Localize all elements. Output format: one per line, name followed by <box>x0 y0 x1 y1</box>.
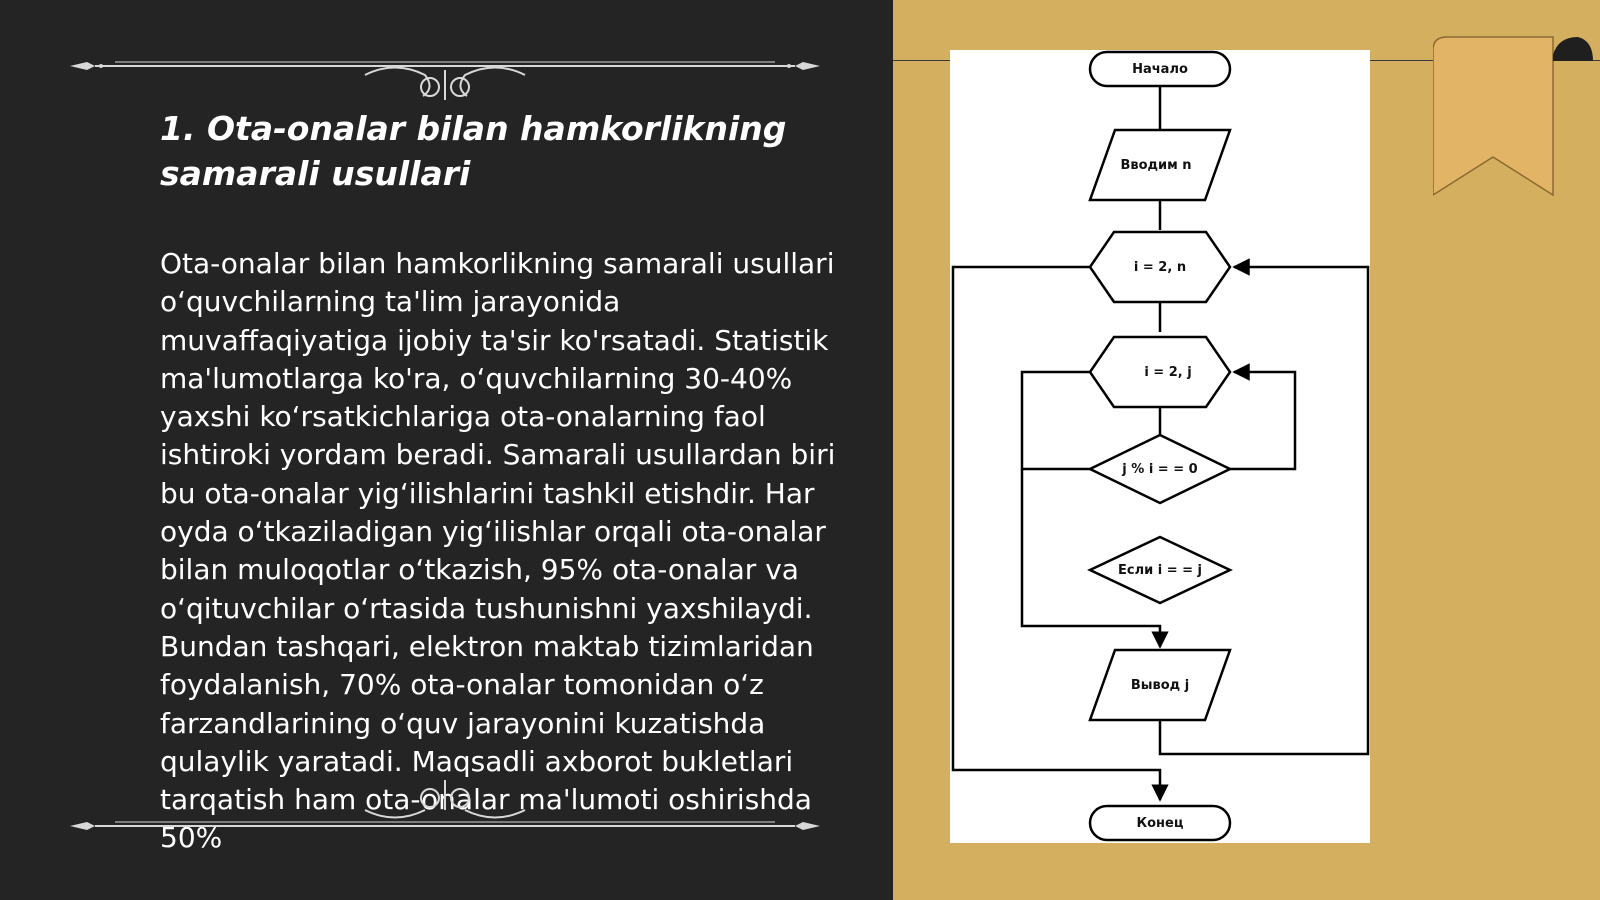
output-label: Вывод j <box>1130 678 1190 693</box>
end-label: Конец <box>1136 816 1184 831</box>
slide-title: 1. Ota-onalar bilan hamkorlikning samarali usullari <box>160 109 787 193</box>
loop-i-label: i = 2, n <box>1133 260 1187 275</box>
equality-condition-label: Если i = = j <box>1117 563 1203 578</box>
ornament-top-divider <box>65 40 825 100</box>
algorithm-flowchart <box>950 50 1370 843</box>
mod-condition-label: j % i = = 0 <box>1122 462 1198 477</box>
start-label: Начало <box>1132 62 1188 77</box>
bookmark-ribbon-icon <box>1433 35 1593 205</box>
ornament-bottom-divider <box>65 780 825 840</box>
input-label: Вводим n <box>1120 158 1192 173</box>
slide-body-text: Ota-onalar bilan hamkorlikning samarali usullari o‘quvchilarning ta'lim jarayonida muvaffaqiyatiga ijobiy ta'sir ko'rsatadi. Statistik ma'lumotlarga ko'ra, o‘quvchilarning 30-40% yaxshi ko‘rsatkichlariga ota-onalarning faol ishtiroki yordam beradi. Samarali usullardan biri bu ota-onalar yig‘ilishlarini tashkil etishdir. Har oyda o‘tkaziladigan yig‘ilishlar orqali ota-onalar bilan muloqotlar o‘tkazish, 95% ota-onalar va o‘qituvchilar o‘rtasida tushunishni yaxshilaydi. Bundan tashqari, elektron maktab tizimlaridan foydalanish, 70% ota-onalar tomonidan o‘z farzandlarining o‘quv jarayonini kuzatishda qulaylik yaratadi. Maqsadli axborot bukletlari tarqatish ham ota-onalar ma'lumoti oshirishda 50% <box>160 247 836 855</box>
loop-j-label: i = 2, j <box>1144 365 1192 380</box>
